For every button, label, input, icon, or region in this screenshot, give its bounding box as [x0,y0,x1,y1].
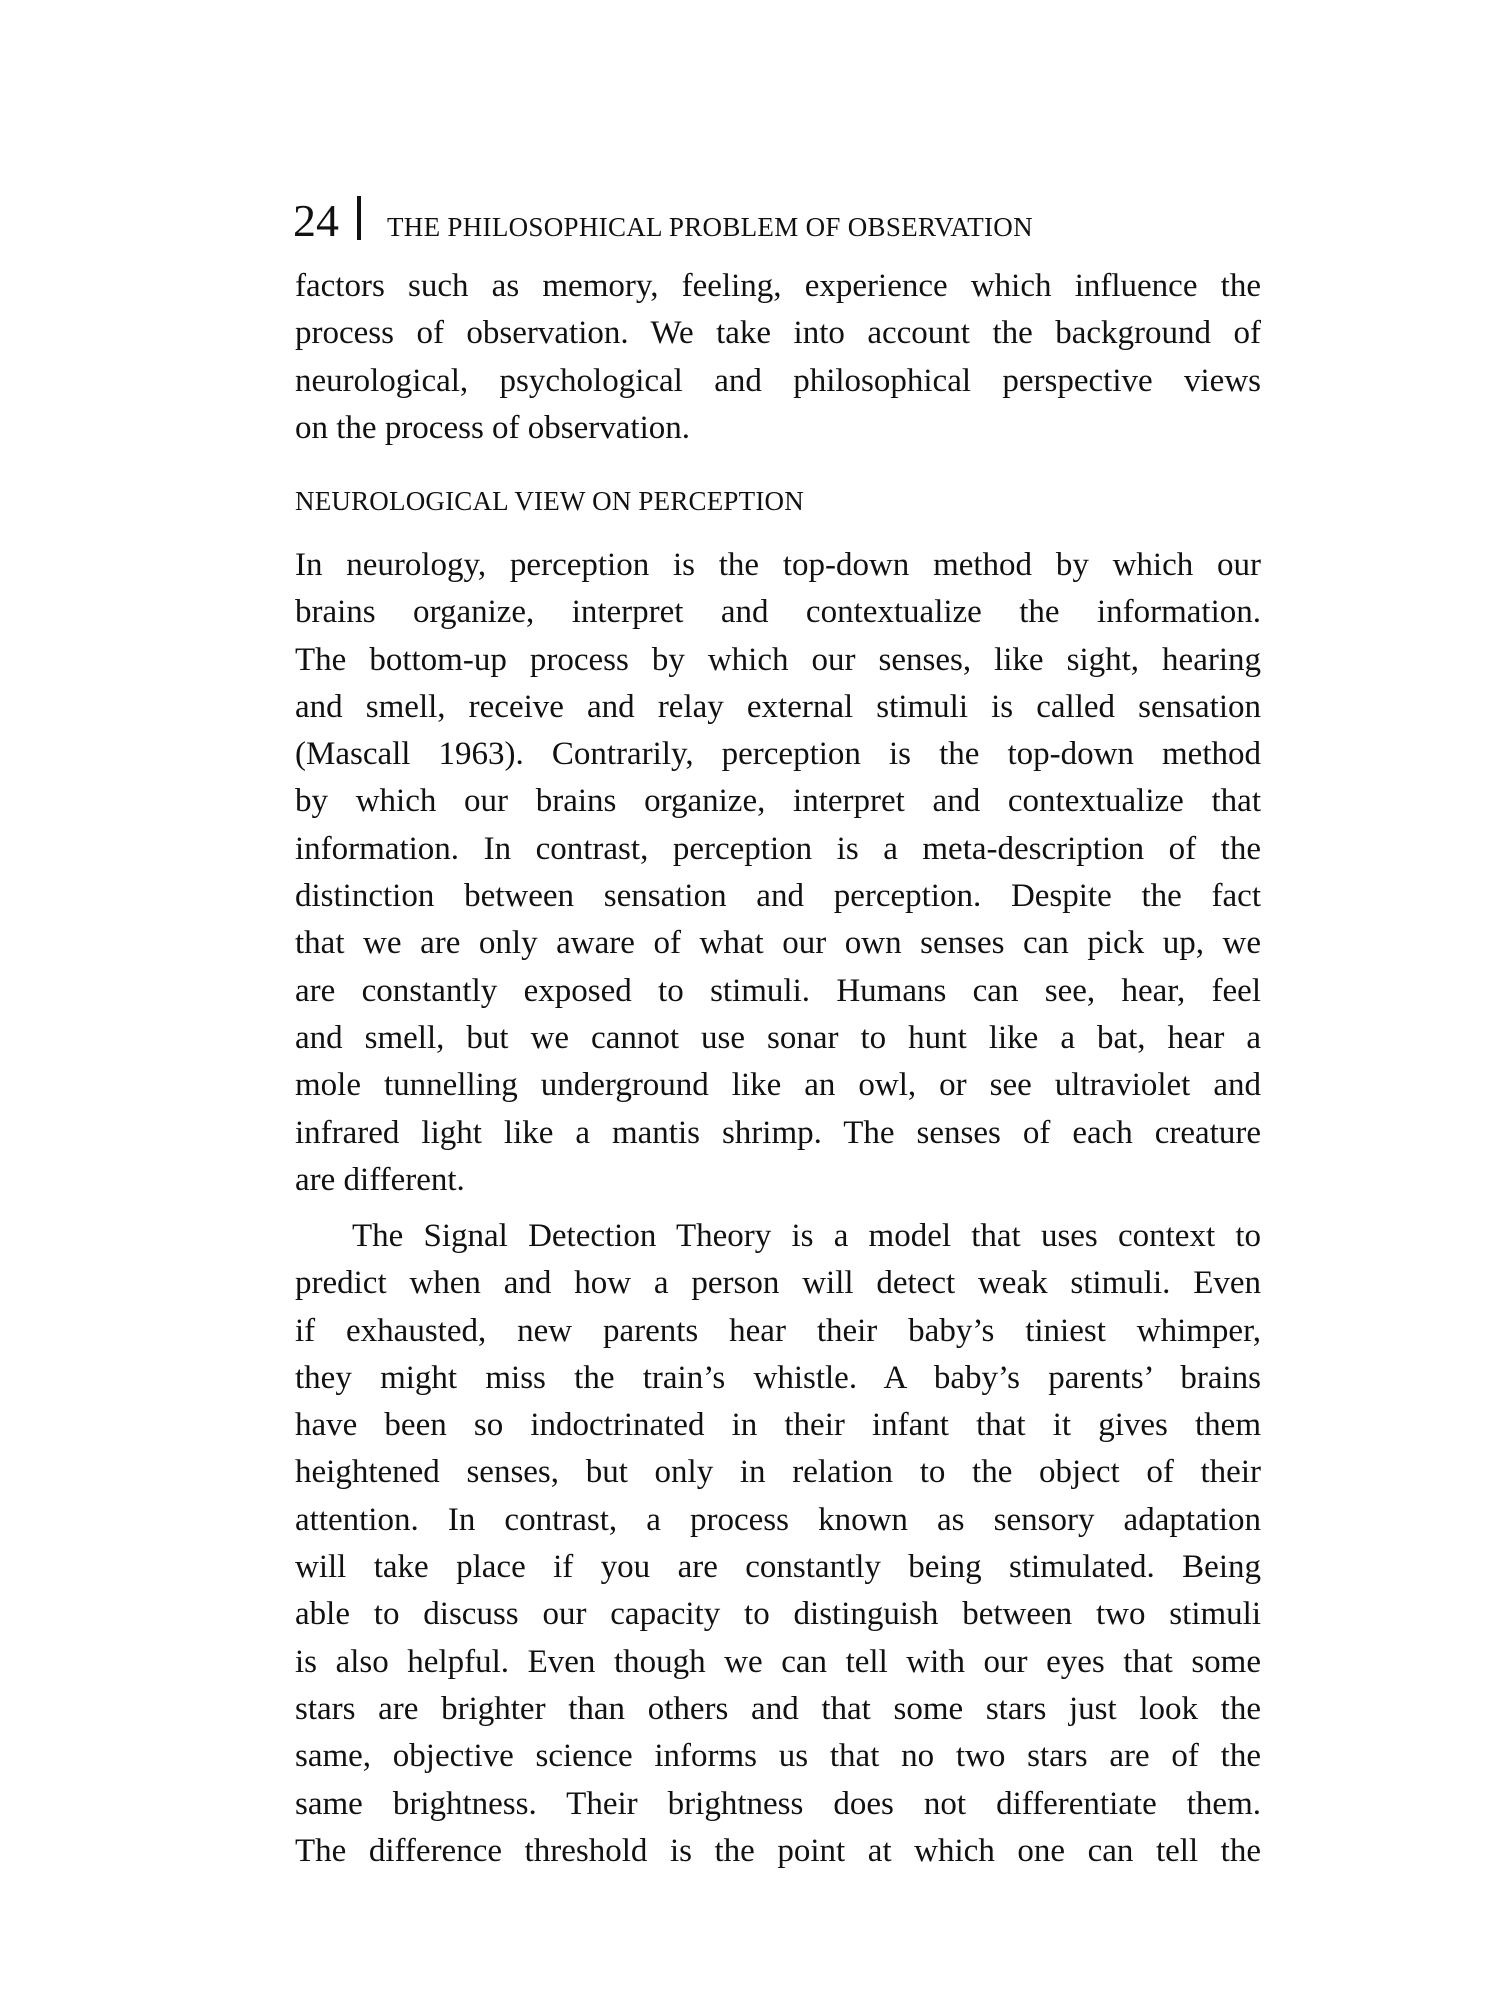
running-title: THE PHILOSOPHICAL PROBLEM OF OBSERVATION [387,212,1033,242]
text-line: are different. [295,1161,465,1198]
text-line: neurological, psychological and philosophical perspective views [295,362,1261,399]
paragraph-continued [295,263,1261,452]
text-line: factors such as memory, feeling, experience which influence the [295,268,1261,304]
text-line: attention. In contrast, a process known as sensory adaptation [295,1501,1261,1538]
text-line: In neurology, perception is the top-down method by which our [295,547,1261,583]
text-line: The difference threshold is the point at which one can tell the [295,1832,1261,1869]
text-line: brains organize, interpret and contextualize the information. [295,594,1261,631]
text-line: The bottom-up process by which our senses, like sight, hearing [295,641,1261,678]
text-line: able to discuss our capacity to distinguish between two stimuli [295,1596,1261,1633]
text-line: (Mascall 1963). Contrarily, perception is the top-down method [295,736,1261,773]
text-line: mole tunnelling underground like an owl, or see ultraviolet and [295,1067,1261,1104]
page-number: 24 [293,195,339,246]
section-heading: NEUROLOGICAL VIEW ON PERCEPTION [295,486,804,516]
text-line: stars are brighter than others and that some stars just look the [295,1690,1261,1727]
paragraph-signal-detection [295,1213,1261,1875]
text-line: is also helpful. Even though we can tell with our eyes that some [295,1643,1261,1680]
text-line: infrared light like a mantis shrimp. The senses of each creature [295,1114,1261,1151]
text-line: predict when and how a person will detect weak stimuli. Even [295,1265,1261,1302]
header-divider [357,196,361,240]
text-line: they might miss the train’s whistle. A baby’s parents’ brains [295,1359,1261,1396]
text-line: same, objective science informs us that no two stars are of the [295,1738,1261,1775]
text-line: and smell, receive and relay external stimuli is called sensation [295,688,1261,725]
text-line: on the process of observation. [295,409,690,446]
running-header [293,192,1033,244]
text-line: information. In contrast, perception is a meta-description of the [295,830,1261,867]
text-line: distinction between sensation and perception. Despite the fact [295,878,1261,915]
text-line: that we are only aware of what our own senses can pick up, we [295,925,1261,962]
text-line: have been so indoctrinated in their infant that it gives them [295,1407,1261,1444]
text-line: and smell, but we cannot use sonar to hunt like a bat, hear a [295,1019,1261,1056]
text-line: by which our brains organize, interpret and contextualize that [295,783,1261,820]
text-line: heightened senses, but only in relation to the object of their [295,1454,1261,1491]
text-line: same brightness. Their brightness does not differentiate them. [295,1785,1261,1822]
text-line: process of observation. We take into account the background of [295,315,1261,352]
paragraph-neurology [295,542,1261,1204]
text-line: are constantly exposed to stimuli. Humans can see, hear, feel [295,972,1261,1009]
text-line: The Signal Detection Theory is a model that uses context to [352,1218,1261,1254]
text-line: if exhausted, new parents hear their baby’s tiniest whimper, [295,1312,1261,1349]
text-line: will take place if you are constantly being stimulated. Being [295,1549,1261,1586]
